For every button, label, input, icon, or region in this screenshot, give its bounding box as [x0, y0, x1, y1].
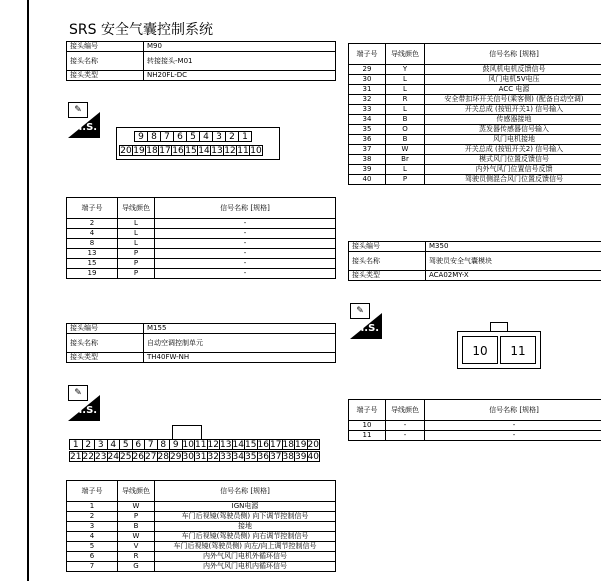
table-row: 15 P - [67, 259, 336, 269]
connector-pin: 38 [282, 452, 294, 462]
m350-info-table: 接头编号 M350 接头名称 驾驶员安全气囊模块 接头类型 ACA02MY-X [348, 241, 601, 281]
connector-pin: 9 [169, 439, 183, 450]
connector-pin: 40 [307, 452, 319, 462]
page-left-rule [27, 0, 29, 581]
table-row: 35 O 蒸发器传感器信号输入 [349, 125, 601, 135]
table-row: 40 P 驾驶员侧混合风门位置反馈信号 [349, 175, 601, 185]
connector-pin: 20 [120, 146, 132, 156]
connector-pin: 27 [145, 452, 157, 462]
connector-pin: 29 [170, 452, 182, 462]
connector-pin: 8 [157, 439, 171, 450]
table-row: 33 L 开关总成 (按钮开关1) 信号输入 [349, 105, 601, 115]
m155-pins-top [70, 439, 320, 450]
connector-pin: 10 [250, 146, 262, 156]
connector-pin: 10 [182, 440, 194, 450]
table-row: 2 P 车门后视镜(驾驶员侧) 向下调节控制信号 [67, 512, 336, 522]
m90-pin-table: 端子号 导线颜色 信号名称 [规格] 2 L - 4 L - 8 L - 13 P - 15 P - 19 P - [66, 197, 336, 279]
connector-pin: 3 [212, 131, 226, 142]
table-row: 32 R 安全带扣环开关信号(乘客侧) (配备自动空调) [349, 95, 601, 105]
connector-pin: 6 [173, 131, 187, 142]
m350-pin-10: 10 [462, 336, 498, 364]
m350-pin-table: 端子号 导线颜色 信号名称 [规格] 10 - - 11 - - [348, 399, 601, 441]
connector-pin: 19 [133, 146, 145, 156]
table-row: 10 - - [349, 421, 601, 431]
connector-pin: 39 [295, 452, 307, 462]
table-row: 1 W IGN电源 [67, 502, 336, 512]
connector-pin: 12 [207, 440, 219, 450]
connector-pin: 25 [120, 452, 132, 462]
m90-info-table: 接头编号 M90 接头名称 转接接头-M01 接头类型 NH20FL-DC [66, 41, 336, 81]
m90-pins-top [135, 131, 252, 142]
connector-pin: 18 [282, 440, 294, 450]
table-row: 29 Y 鼓风机电机反馈信号 [349, 65, 601, 75]
table-row: 4 L - [67, 229, 336, 239]
ts-icon: ✎ T.S. [68, 385, 100, 421]
ts-icon: ✎ T.S. [68, 102, 100, 138]
table-row: 39 L 内外气风门位置信号反馈 [349, 165, 601, 175]
connector-pin: 32 [207, 452, 219, 462]
connector-pin: 9 [134, 131, 148, 142]
connector-pin: 28 [157, 452, 169, 462]
connector-pin: 7 [160, 131, 174, 142]
table-row: 19 P - [67, 269, 336, 279]
connector-pin: 26 [132, 452, 144, 462]
connector-pin: 4 [107, 439, 121, 450]
connector-pin: 15 [245, 440, 257, 450]
connector-pin: 4 [199, 131, 213, 142]
connector-pin: 13 [211, 146, 223, 156]
connector-pin: 14 [232, 440, 244, 450]
connector-pin: 1 [238, 131, 252, 142]
table-row: 7 G 内外气风门电机内循环信号 [67, 562, 336, 572]
connector-pin: 17 [159, 146, 171, 156]
connector-pin: 5 [186, 131, 200, 142]
connector-pin: 18 [146, 146, 158, 156]
connector-pin: 23 [95, 452, 107, 462]
table-row: 34 B 传感器接地 [349, 115, 601, 125]
connector-pin: 7 [144, 439, 158, 450]
connector-pin: 30 [182, 452, 194, 462]
connector-pin: 11 [195, 440, 207, 450]
page-title: SRS 安全气囊控制系统 [69, 22, 213, 38]
connector-pin: 14 [198, 146, 210, 156]
connector-pin: 1 [69, 439, 83, 450]
connector-pin: 11 [237, 146, 249, 156]
connector-pin: 36 [257, 452, 269, 462]
connector-pin: 5 [119, 439, 133, 450]
connector-pin: 16 [257, 440, 269, 450]
table-row: 31 L ACC 电源 [349, 85, 601, 95]
connector-pin: 2 [225, 131, 239, 142]
connector-pin: 31 [195, 452, 207, 462]
m155-info-table: 接头编号 M155 接头名称 自动空调控制单元 接头类型 TH40FW-NH [66, 323, 336, 363]
table-row: 36 B 风门电机接地 [349, 135, 601, 145]
connector-pin: 13 [220, 440, 232, 450]
ts-icon: ✎ T.S. [350, 303, 382, 339]
connector-pin: 37 [270, 452, 282, 462]
connector-pin: 33 [220, 452, 232, 462]
table-row: 38 Br 模式风门位置反馈信号 [349, 155, 601, 165]
m90-pins-bottom [120, 145, 263, 156]
connector-pin: 21 [70, 452, 82, 462]
table-row: 8 L - [67, 239, 336, 249]
connector-pin: 17 [270, 440, 282, 450]
connector-pin: 19 [295, 440, 307, 450]
table-row: 6 R 内外气风门电机外循环信号 [67, 552, 336, 562]
table-row: 37 W 开关总成 (按钮开关2) 信号输入 [349, 145, 601, 155]
connector-pin: 35 [245, 452, 257, 462]
m155-pin-table: 端子号 导线颜色 信号名称 [规格] 1 W IGN电源 2 P 车门后视镜(驾驶员侧) 向下调节控制信号 3 B 接地 4 W 车门后视镜(驾驶员侧) 向右调节控制信号 5 V 车门后视镜(驾驶员侧) 向左/向上调节控制信号 6 R 内外气风门电机外循环信号 7 G 内外气风门电机内循环信号 [66, 480, 336, 572]
connector-pin: 2 [82, 439, 96, 450]
table-row: 4 W 车门后视镜(驾驶员侧) 向右调节控制信号 [67, 532, 336, 542]
table-row: 13 P - [67, 249, 336, 259]
table-row: 30 L 风门电机5V电压 [349, 75, 601, 85]
table-row: 5 V 车门后视镜(驾驶员侧) 向左/向上调节控制信号 [67, 542, 336, 552]
m155-connector-latch [172, 425, 202, 439]
connector-pin: 20 [307, 440, 319, 450]
table-row: 11 - - [349, 431, 601, 441]
m350-pin-11: 11 [500, 336, 536, 364]
connector-pin: 24 [107, 452, 119, 462]
connector-pin: 8 [147, 131, 161, 142]
table-row: 3 B 接地 [67, 522, 336, 532]
connector-pin: 22 [82, 452, 94, 462]
connector-pin: 15 [185, 146, 197, 156]
connector-pin: 16 [172, 146, 184, 156]
connector-pin: 6 [132, 439, 146, 450]
m155-pins-bottom [70, 451, 320, 462]
connector-pin: 34 [232, 452, 244, 462]
m155-pin-table-continued: 端子号 导线颜色 信号名称 [规格] 29 Y 鼓风机电机反馈信号 30 L 风门电机5V电压 31 L ACC 电源 32 R 安全带扣环开关信号(乘客侧) (配备自动空调) 33 L 开关总成 (按钮开关1) 信号输入 34 B 传感器接地 35 O 蒸发器传感器信号输入 36 B 风门电机接地 37 W 开关总成 (按钮开关2) 信号输入 38 Br 模式风门位置反馈信号 39 L 内外气风门位置信号反馈 40 P 驾驶员侧混合风门位置反馈信号 [348, 43, 601, 185]
connector-pin: 12 [224, 146, 236, 156]
table-row: 2 L - [67, 219, 336, 229]
connector-pin: 3 [94, 439, 108, 450]
